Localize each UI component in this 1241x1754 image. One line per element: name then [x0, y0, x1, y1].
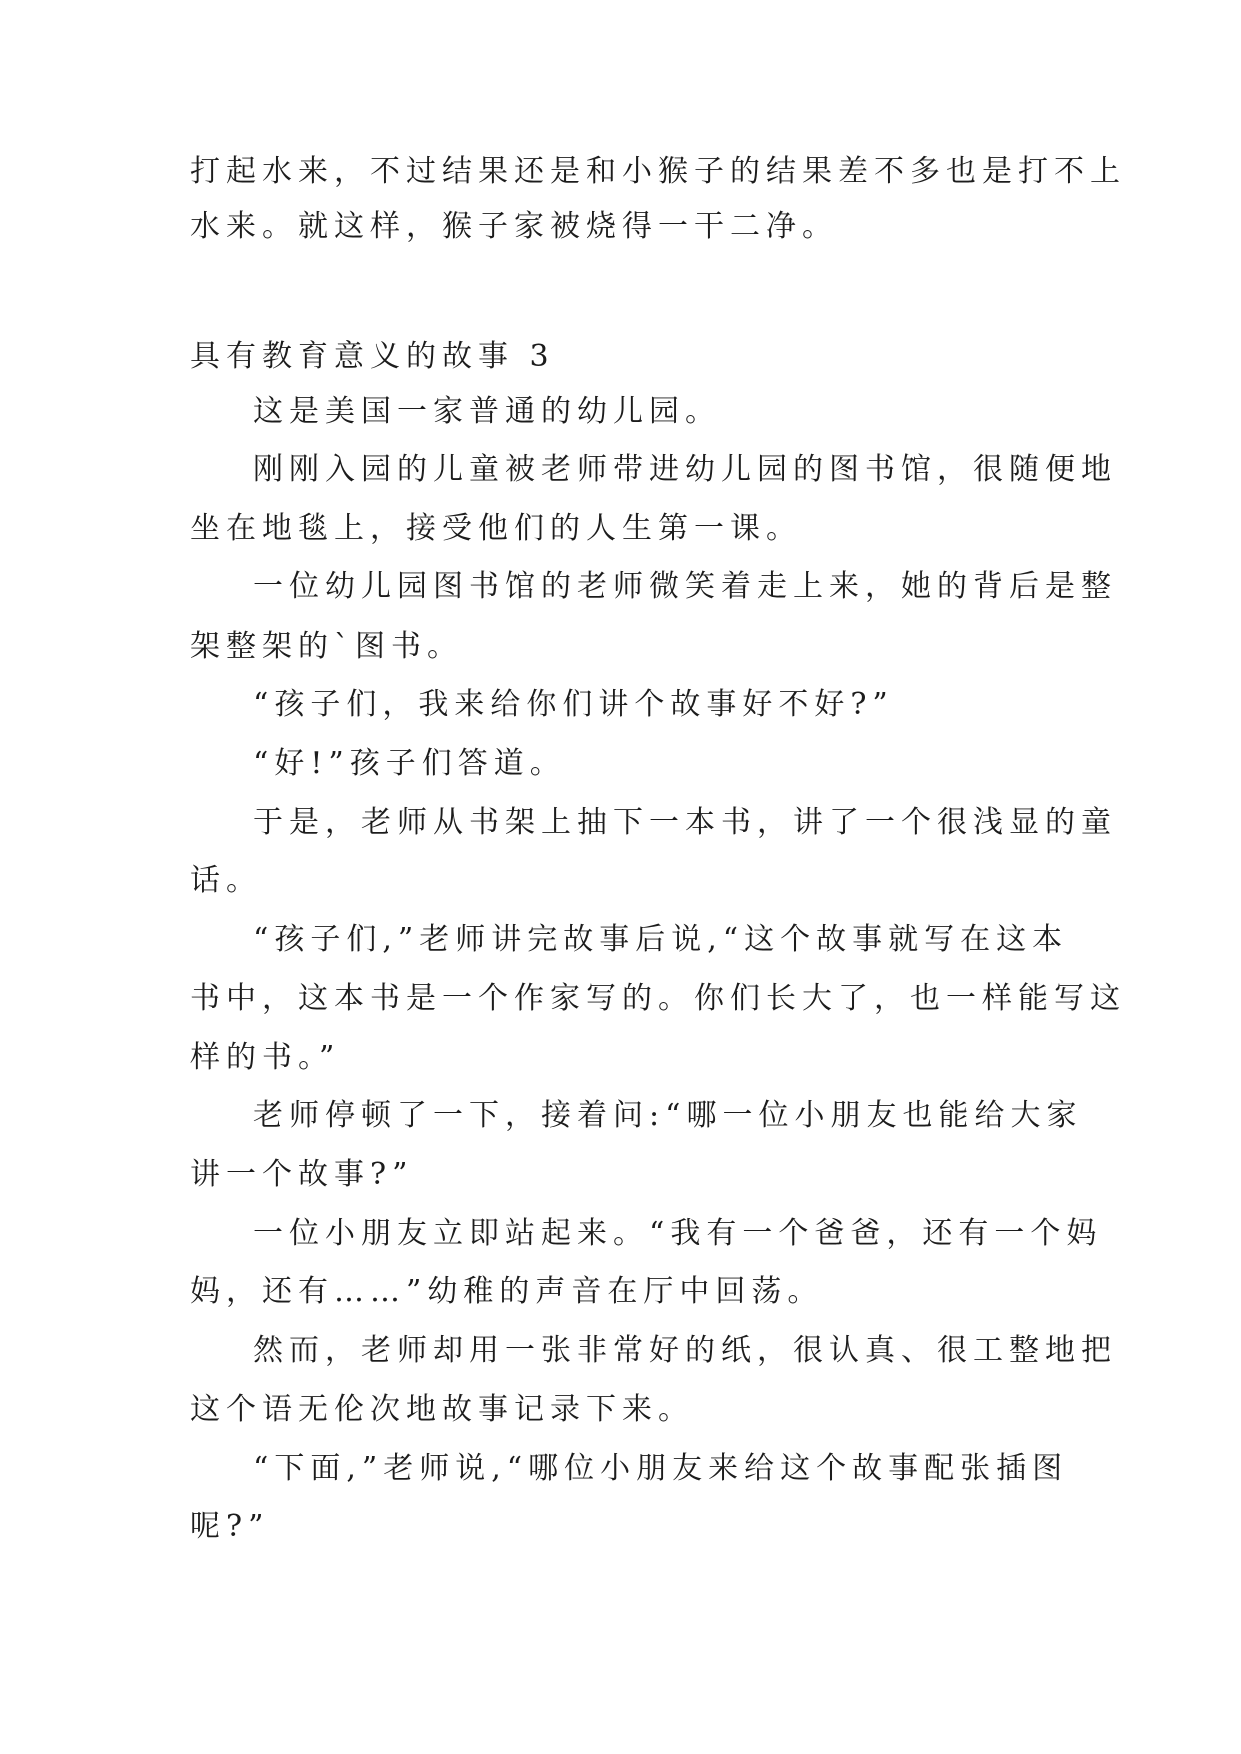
- text-line: 呢?”: [190, 1509, 270, 1544]
- text-line: “孩子们,”老师讲完故事后说,“这个故事就写在这本: [253, 922, 1069, 957]
- text-line: 打起水来，不过结果还是和小猴子的结果差不多也是打不上: [190, 154, 1126, 189]
- text-line: 坐在地毯上，接受他们的人生第一课。: [190, 511, 802, 546]
- text-line: 样的书。”: [190, 1040, 341, 1075]
- section-heading: 具有教育意义的故事 3: [190, 339, 555, 374]
- text-line: “下面,”老师说,“哪位小朋友来给这个故事配张插图: [253, 1451, 1069, 1486]
- text-line: 话。: [190, 863, 262, 898]
- text-line: 一位幼儿园图书馆的老师微笑着走上来，她的背后是整: [253, 569, 1117, 604]
- text-line: 老师停顿了一下，接着问:“哪一位小朋友也能给大家: [253, 1098, 1083, 1133]
- text-line: “孩子们，我来给你们讲个故事好不好?”: [253, 687, 894, 722]
- text-line: 这个语无伦次地故事记录下来。: [190, 1392, 694, 1427]
- text-line: 然而，老师却用一张非常好的纸，很认真、很工整地把: [253, 1333, 1117, 1368]
- text-line: 一位小朋友立即站起来。“我有一个爸爸，还有一个妈: [253, 1216, 1103, 1251]
- text-line: 于是，老师从书架上抽下一本书，讲了一个很浅显的童: [253, 805, 1117, 840]
- text-line: 水来。就这样，猴子家被烧得一干二净。: [190, 209, 838, 244]
- text-line: 这是美国一家普通的幼儿园。: [253, 394, 721, 429]
- text-line: “好!”孩子们答道。: [253, 746, 566, 781]
- text-line: 架整架的`图书。: [190, 629, 463, 664]
- text-line: 书中，这本书是一个作家写的。你们长大了，也一样能写这: [190, 981, 1126, 1016]
- text-line: 刚刚入园的儿童被老师带进幼儿园的图书馆，很随便地: [253, 452, 1117, 487]
- text-line: 讲一个故事?”: [190, 1157, 414, 1192]
- text-line: 妈，还有……”幼稚的声音在厅中回荡。: [190, 1274, 824, 1309]
